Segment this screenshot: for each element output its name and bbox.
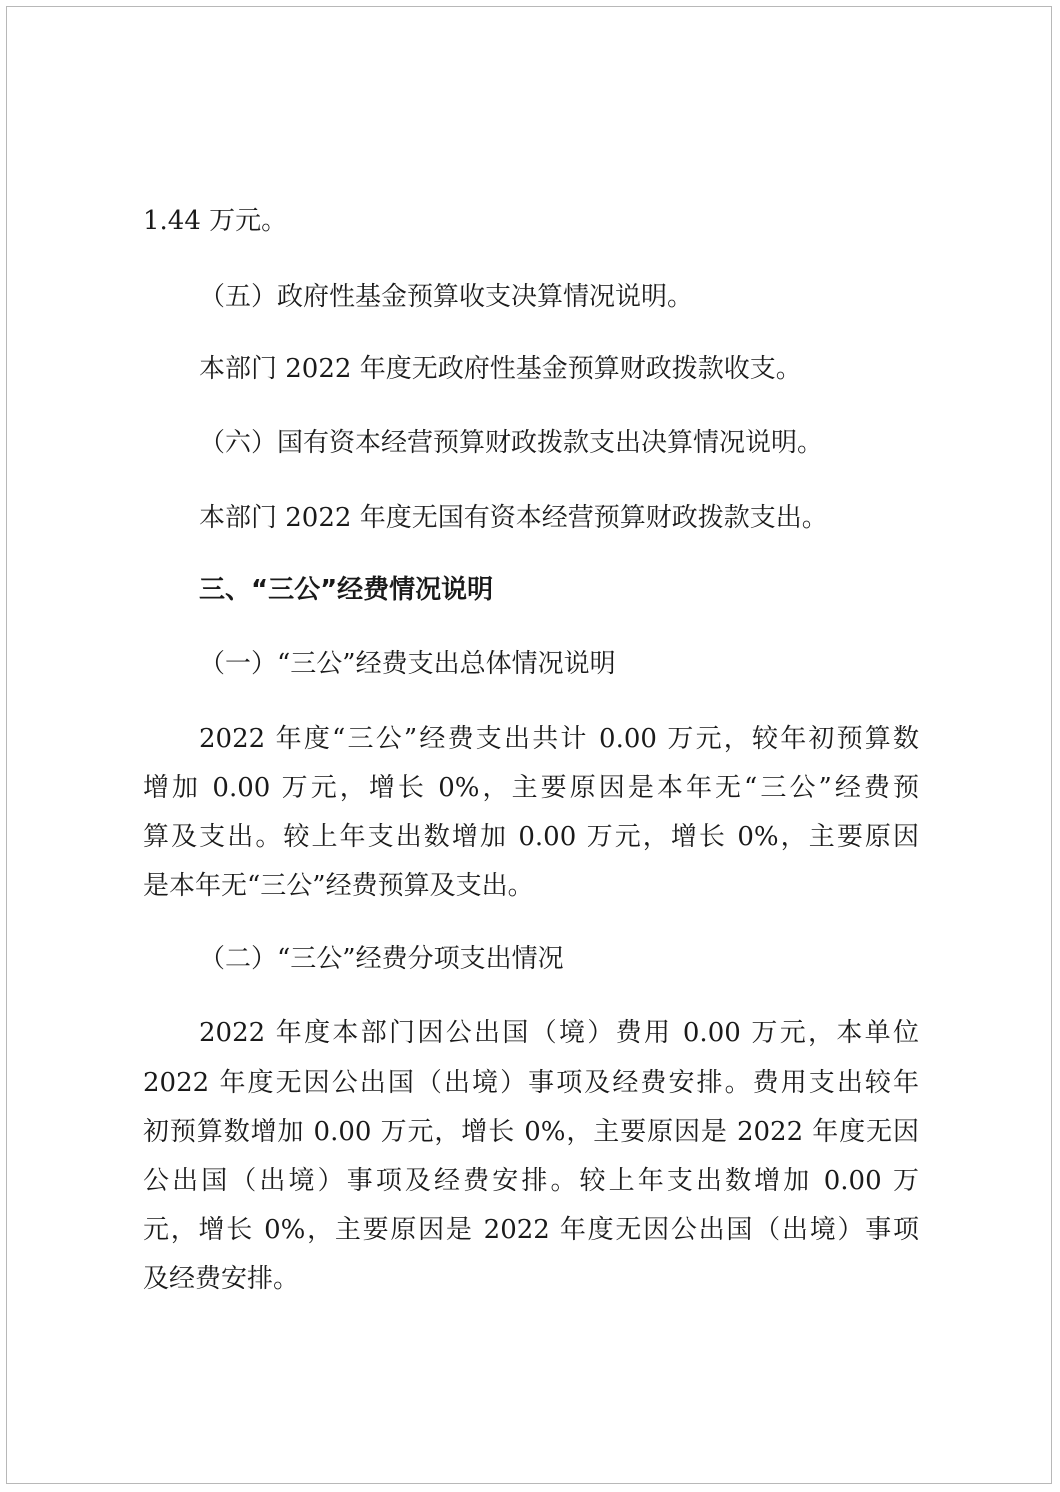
paragraph-line: 2022 年度无因公出国（出境）事项及经费安排。费用支出较年 — [143, 1068, 919, 1098]
text-line: 1.44 万元。 — [143, 206, 288, 236]
subsection-heading-5: （五）政府性基金预算收支决算情况说明。 — [199, 282, 694, 312]
text-line: 本部门 2022 年度无政府性基金预算财政拨款收支。 — [199, 354, 802, 384]
paragraph-line: 元，增长 0%，主要原因是 2022 年度无因公出国（出境）事项 — [143, 1215, 919, 1245]
paragraph-line: 2022 年度本部门因公出国（境）费用 0.00 万元，本单位 — [199, 1018, 919, 1048]
paragraph-line: 2022 年度“三公”经费支出共计 0.00 万元，较年初预算数 — [199, 724, 919, 754]
subsection-heading-2: （二）“三公”经费分项支出情况 — [199, 944, 564, 974]
paragraph-line: 增加 0.00 万元，增长 0%，主要原因是本年无“三公”经费预 — [143, 773, 919, 803]
text-line: 本部门 2022 年度无国有资本经营预算财政拨款支出。 — [199, 503, 828, 533]
paragraph-line: 公出国（出境）事项及经费安排。较上年支出数增加 0.00 万 — [143, 1166, 919, 1196]
paragraph-line: 是本年无“三公”经费预算及支出。 — [143, 871, 534, 901]
subsection-heading-1: （一）“三公”经费支出总体情况说明 — [199, 649, 616, 679]
paragraph-line: 算及支出。较上年支出数增加 0.00 万元，增长 0%，主要原因 — [143, 822, 919, 852]
subsection-heading-6: （六）国有资本经营预算财政拨款支出决算情况说明。 — [199, 428, 824, 458]
paragraph-line: 初预算数增加 0.00 万元，增长 0%，主要原因是 2022 年度无因 — [143, 1117, 919, 1147]
section-heading-3: 三、“三公”经费情况说明 — [199, 575, 494, 605]
paragraph-line: 及经费安排。 — [143, 1264, 300, 1294]
